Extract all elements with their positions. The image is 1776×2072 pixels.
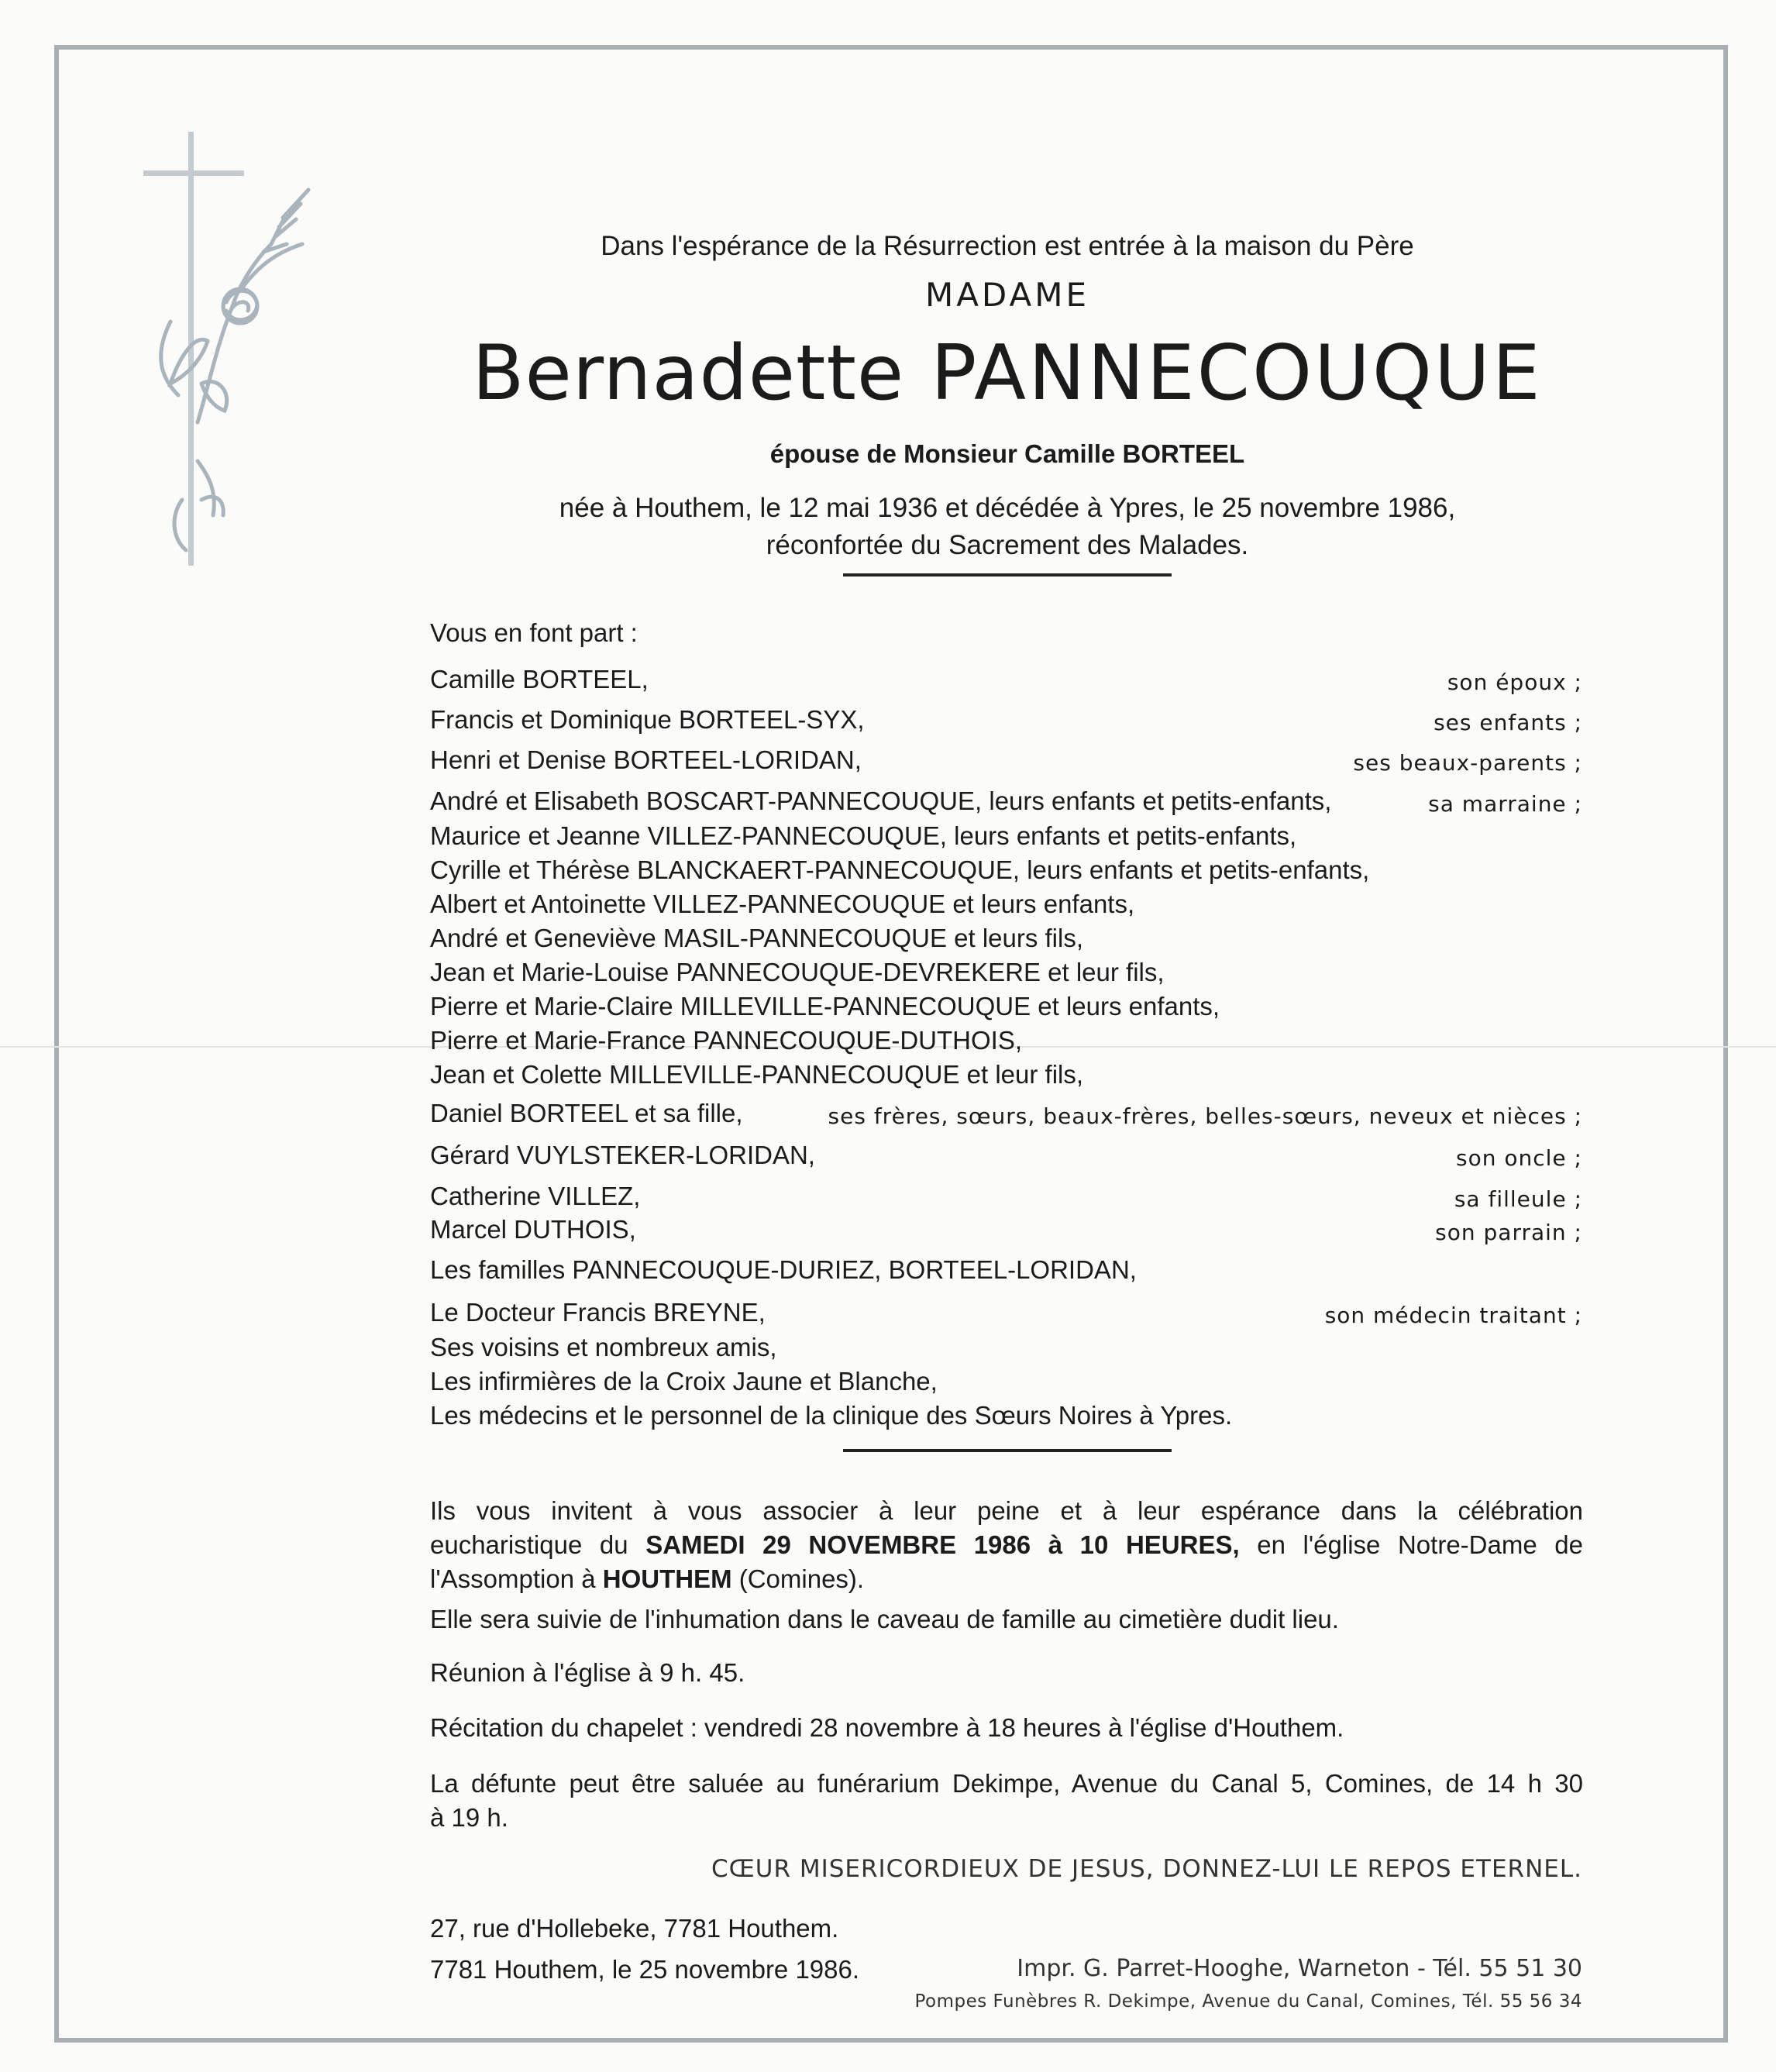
family-member-name: Catherine VILLEZ, <box>430 1182 641 1210</box>
family-member-name: Le Docteur Francis BREYNE, <box>430 1298 766 1327</box>
family-member-name: Henri et Denise BORTEEL-LORIDAN, <box>430 745 862 774</box>
family-member-name: Camille BORTEEL, <box>430 665 649 694</box>
dates-block <box>0 490 1776 564</box>
family-relation: ses beaux-parents ; <box>1353 750 1582 776</box>
invite-line-2 <box>430 1528 1583 1562</box>
viewing-block <box>430 1767 1583 1835</box>
family-member-name: Gérard VUYLSTEKER-LORIDAN, <box>430 1141 815 1169</box>
burial-line: Elle sera suivie de l'inhumation dans le caveau de famille au cimetière dudit lieu. <box>430 1605 1339 1633</box>
family-member-name: Les infirmières de la Croix Jaune et Blanche, <box>430 1367 938 1396</box>
family-member-name: Jean et Marie-Louise PANNECOUQUE-DEVREKERE et leur fils, <box>430 958 1165 986</box>
prayer-line: CŒUR MISERICORDIEUX DE JESUS, DONNEZ-LUI LE REPOS ETERNEL. <box>711 1855 1582 1883</box>
announce-line: Vous en font part : <box>430 618 638 647</box>
family-relation: ses enfants ; <box>1434 710 1582 735</box>
family-relation: son époux ; <box>1447 669 1582 695</box>
deceased-name <box>0 329 1776 418</box>
family-member-name: André et Geneviève MASIL-PANNECOUQUE et leurs fils, <box>430 924 1084 952</box>
service-place: HOUTHEM <box>602 1564 732 1593</box>
address-line: 27, rue d'Hollebeke, 7781 Houthem. <box>430 1914 839 1943</box>
meeting-line: Réunion à l'église à 9 h. 45. <box>430 1658 745 1687</box>
family-relation: ses frères, sœurs, beaux-frères, belles-sœurs, neveux et nièces ; <box>828 1103 1582 1129</box>
family-relation: son parrain ; <box>1435 1220 1582 1245</box>
rosary-line: Récitation du chapelet : vendredi 28 novembre à 18 heures à l'église d'Houthem. <box>430 1713 1344 1742</box>
divider-top <box>843 573 1172 577</box>
place-date-line: 7781 Houthem, le 25 novembre 1986. <box>430 1955 860 1984</box>
family-member-name: Cyrille et Thérèse BLANCKAERT-PANNECOUQUE, leurs enfants et petits-enfants, <box>430 855 1370 884</box>
invite-line-3 <box>430 1562 1583 1596</box>
family-member-name: Pierre et Marie-Claire MILLEVILLE-PANNECOUQUE et leurs enfants, <box>430 992 1220 1021</box>
family-member-name: Jean et Colette MILLEVILLE-PANNECOUQUE et leur fils, <box>430 1060 1084 1089</box>
family-relation: son oncle ; <box>1456 1145 1582 1171</box>
family-member-name: Albert et Antoinette VILLEZ-PANNECOUQUE et leurs enfants, <box>430 890 1135 918</box>
family-member-name: Les familles PANNECOUQUE-DURIEZ, BORTEEL-LORIDAN, <box>430 1255 1137 1284</box>
spouse-line: épouse de Monsieur Camille BORTEEL <box>769 439 1245 468</box>
family-member-name: Ses voisins et nombreux amis, <box>430 1333 777 1361</box>
honorific: MADAME <box>924 276 1090 314</box>
family-member-name: Les médecins et le personnel de la clinique des Sœurs Noires à Ypres. <box>430 1401 1233 1430</box>
divider-bottom <box>843 1449 1172 1452</box>
invite-line-1: Ils vous invitent à vous associer à leur peine et à leur espérance dans la célébration <box>430 1496 1583 1525</box>
family-relation: sa filleule ; <box>1454 1186 1582 1212</box>
family-relation: sa marraine ; <box>1428 791 1582 817</box>
family-member-name: Marcel DUTHOIS, <box>430 1215 636 1244</box>
invite-text: en l'église Notre-Dame de <box>1239 1530 1583 1559</box>
funeral-home-credit: Pompes Funèbres R. Dekimpe, Avenue du Canal, Comines, Tél. 55 56 34 <box>914 1991 1582 2012</box>
invite-text: (Comines). <box>731 1564 865 1593</box>
invite-text: l'Assomption à <box>430 1564 603 1593</box>
family-member-name: Maurice et Jeanne VILLEZ-PANNECOUQUE, leurs enfants et petits-enfants, <box>430 821 1297 850</box>
family-relation: son médecin traitant ; <box>1324 1303 1582 1328</box>
family-member-name: André et Elisabeth BOSCART-PANNECOUQUE, leurs enfants et petits-enfants, <box>430 786 1332 815</box>
viewing-line-1: La défunte peut être saluée au funérarium Dekimpe, Avenue du Canal 5, Comines, de 14 h 30 <box>430 1769 1583 1798</box>
invite-text: eucharistique du <box>430 1530 646 1559</box>
printer-credit: Impr. G. Parret-Hooghe, Warneton - Tél. 55 51 30 <box>1017 1955 1582 1982</box>
intro-line: Dans l'espérance de la Résurrection est entrée à la maison du Père <box>601 231 1414 261</box>
family-member-name: Pierre et Marie-France PANNECOUQUE-DUTHOIS, <box>430 1026 1023 1055</box>
invitation-block <box>430 1494 1583 1596</box>
sacrament-line: réconfortée du Sacrement des Malades. <box>766 530 1249 560</box>
viewing-line-2: à 19 h. <box>430 1803 508 1832</box>
birth-death-line: née à Houthem, le 12 mai 1936 et décédée à Ypres, le 25 novembre 1986, <box>559 493 1456 523</box>
last-name: PANNECOUQUE <box>931 329 1543 418</box>
family-member-name: Daniel BORTEEL et sa fille, <box>430 1099 743 1127</box>
family-member-name: Francis et Dominique BORTEEL-SYX, <box>430 705 865 734</box>
service-datetime: SAMEDI 29 NOVEMBRE 1986 à 10 HEURES, <box>645 1530 1240 1559</box>
first-name: Bernadette <box>472 329 905 418</box>
